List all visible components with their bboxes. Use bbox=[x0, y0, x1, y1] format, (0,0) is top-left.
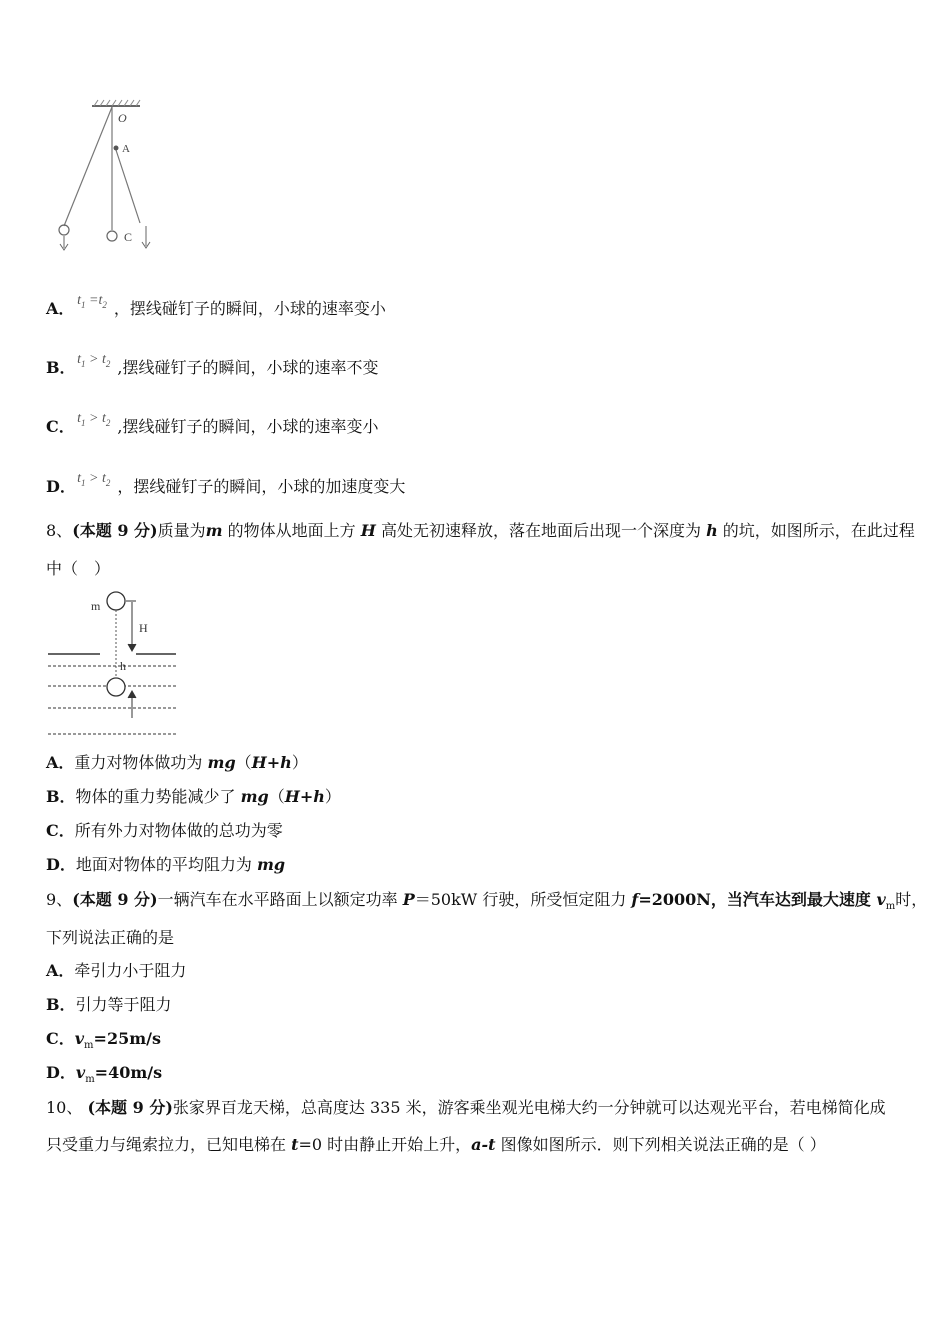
q9-stem-line1: 9、(本题 9 分)一辆汽车在水平路面上以额定功率 P＝50kW 行驶，所受恒定阻力 f=2000N，当汽车达到最大速度 $v_m$时， bbox=[46, 890, 928, 913]
pendulum-figure bbox=[50, 98, 160, 258]
q9-option-c[interactable]: C．$v_m=25m/s$ bbox=[46, 1029, 161, 1052]
ball-label: C bbox=[124, 230, 133, 244]
falling-object-figure bbox=[46, 588, 181, 740]
q8-option-d[interactable]: D．地面对物体的平均阻力为 mg bbox=[46, 855, 286, 874]
condition-t1-gt-t2: $t_1 > t_2$ bbox=[77, 352, 111, 369]
q7-option-b[interactable]: B． $t_1 > t_2$ ,摆线碰钉子的瞬间，小球的速率不变 bbox=[46, 352, 379, 377]
nail-label: A bbox=[122, 143, 130, 155]
svg-text:h: h bbox=[120, 659, 126, 673]
q8-option-a[interactable]: A．重力对物体做功为 mg（H+h） bbox=[46, 753, 308, 772]
q9-option-d[interactable]: D．$v_m=40m/s$ bbox=[46, 1063, 163, 1086]
q8-option-b[interactable]: B．物体的重力势能减少了 mg（H+h） bbox=[46, 787, 341, 806]
q8-stem: 8、(本题 9 分)质量为m 的物体从地面上方 H 高处无初速释放，落在地面后出现一个深度为 h 的坑，如图所示，在此过程中（ ） bbox=[46, 521, 915, 578]
condition-t1-gt-t2: $t_1 > t_2$ bbox=[77, 471, 111, 488]
q9-option-b[interactable]: B．引力等于阻力 bbox=[46, 995, 172, 1014]
pivot-label: O bbox=[118, 111, 127, 125]
condition-t1-eq-t2: $t_1 =t_2$ bbox=[77, 293, 107, 310]
q9-stem-line2: 下列说法正确的是 bbox=[46, 928, 175, 947]
q10-stem-line2: 只受重力与绳索拉力，已知电梯在 t=0 时由静止开始上升，a-t 图像如图所示．则下列相关说法正确的是（ ） bbox=[46, 1135, 826, 1154]
condition-t1-gt-t2: $t_1 > t_2$ bbox=[77, 411, 111, 428]
q8-option-c[interactable]: C．所有外力对物体做的总功为零 bbox=[46, 821, 283, 840]
q9-option-a[interactable]: A．牵引力小于阻力 bbox=[46, 961, 187, 980]
q7-option-d[interactable]: D． $t_1 > t_2$ ，摆线碰钉子的瞬间，小球的加速度变大 bbox=[46, 471, 406, 496]
q7-option-c[interactable]: C． $t_1 > t_2$ ,摆线碰钉子的瞬间，小球的速率变小 bbox=[46, 411, 379, 436]
q10-stem-line1: 10、 (本题 9 分)张家界百龙天梯，总高度达 335 米，游客乘坐观光电梯大约一分钟就可以达观光平台，若电梯简化成 bbox=[46, 1098, 886, 1117]
svg-text:H: H bbox=[139, 621, 148, 635]
q7-option-a[interactable]: A． $t_1 =t_2$ ，摆线碰钉子的瞬间，小球的速率变小 bbox=[46, 293, 386, 318]
svg-text:m: m bbox=[91, 599, 101, 613]
